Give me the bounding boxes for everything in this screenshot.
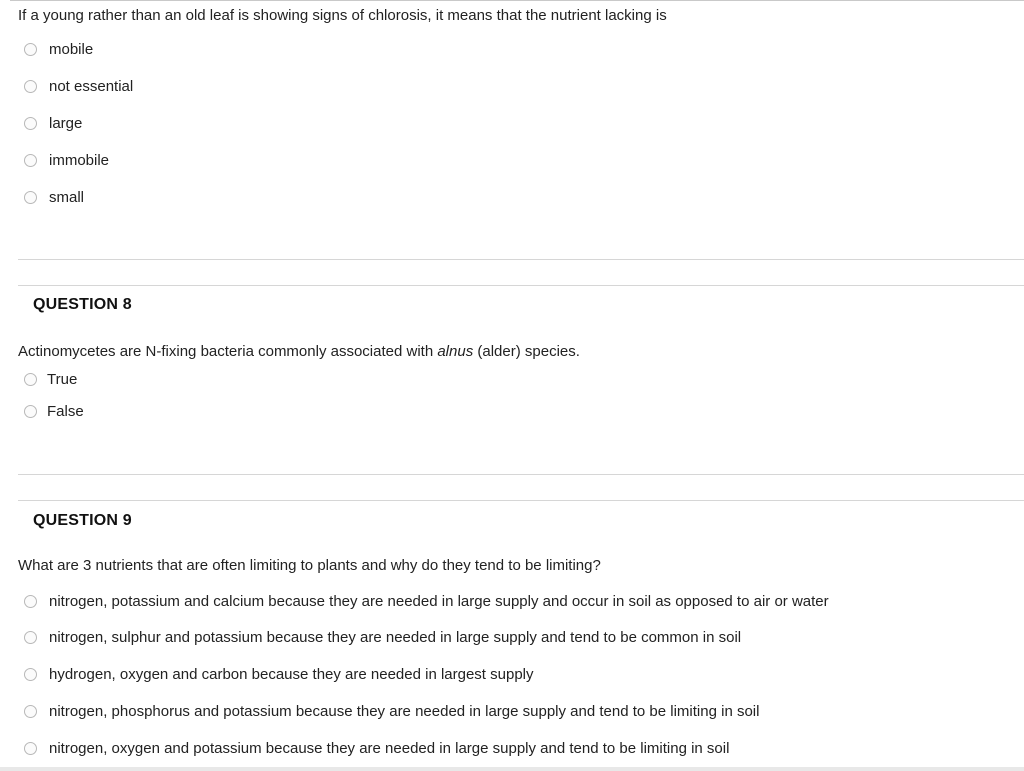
radio-button[interactable] bbox=[24, 80, 37, 93]
q9-option-1[interactable] bbox=[24, 591, 829, 611]
q7-option-label[interactable]: immobile bbox=[49, 151, 110, 169]
question-header-divider bbox=[18, 500, 1024, 501]
radio-button[interactable] bbox=[24, 373, 37, 386]
question-8-text bbox=[18, 343, 580, 360]
q7-option-not-essential[interactable] bbox=[24, 76, 133, 96]
q9-option-4[interactable] bbox=[24, 701, 759, 721]
q9-option-label[interactable]: nitrogen, sulphur and potassium because they are needed in large supply and tend to be common in soil bbox=[49, 628, 742, 646]
radio-button[interactable] bbox=[24, 742, 37, 755]
q9-option-5[interactable] bbox=[24, 738, 729, 758]
q8-option-false[interactable] bbox=[24, 401, 84, 421]
q7-option-immobile[interactable] bbox=[24, 150, 109, 170]
radio-button[interactable] bbox=[24, 154, 37, 167]
top-divider bbox=[10, 0, 1024, 1]
radio-button[interactable] bbox=[24, 668, 37, 681]
radio-button[interactable] bbox=[24, 705, 37, 718]
q7-option-small[interactable] bbox=[24, 187, 84, 207]
question-8-text-part: (alder) species. bbox=[473, 343, 580, 360]
bottom-edge bbox=[0, 767, 1024, 771]
q7-option-label[interactable]: small bbox=[49, 188, 85, 206]
radio-button[interactable] bbox=[24, 191, 37, 204]
question-8-heading: QUESTION 8 bbox=[33, 296, 132, 313]
q7-option-label[interactable]: mobile bbox=[49, 40, 94, 58]
question-9-text: What are 3 nutrients that are often limiting to plants and why do they tend to be limiting? bbox=[18, 557, 601, 574]
q9-option-2[interactable] bbox=[24, 627, 741, 647]
radio-button[interactable] bbox=[24, 405, 37, 418]
question-7-text: If a young rather than an old leaf is showing signs of chlorosis, it means that the nutrient lacking is bbox=[18, 7, 667, 24]
question-divider bbox=[18, 474, 1024, 475]
question-8-text-part: Actinomycetes are N-fixing bacteria commonly associated with bbox=[18, 343, 438, 360]
radio-button[interactable] bbox=[24, 631, 37, 644]
question-divider bbox=[18, 259, 1024, 260]
q9-option-label[interactable]: nitrogen, oxygen and potassium because they are needed in large supply and tend to be limiting in soil bbox=[49, 739, 730, 757]
q7-option-label[interactable]: large bbox=[49, 114, 83, 132]
q7-option-mobile[interactable] bbox=[24, 39, 93, 59]
q7-option-large[interactable] bbox=[24, 113, 82, 133]
question-8-italic-term: alnus bbox=[437, 343, 474, 360]
radio-button[interactable] bbox=[24, 595, 37, 608]
q9-option-label[interactable]: nitrogen, phosphorus and potassium because they are needed in large supply and tend to be limiting in soil bbox=[49, 702, 760, 720]
radio-button[interactable] bbox=[24, 43, 37, 56]
q8-option-label[interactable]: True bbox=[47, 370, 78, 388]
question-9-heading: QUESTION 9 bbox=[33, 512, 132, 529]
q9-option-3[interactable] bbox=[24, 664, 534, 684]
q8-option-label[interactable]: False bbox=[47, 402, 84, 420]
radio-button[interactable] bbox=[24, 117, 37, 130]
q7-option-label[interactable]: not essential bbox=[49, 77, 134, 95]
question-header-divider bbox=[18, 285, 1024, 286]
q9-option-label[interactable]: hydrogen, oxygen and carbon because they are needed in largest supply bbox=[49, 665, 534, 683]
q8-option-true[interactable] bbox=[24, 369, 77, 389]
q9-option-label[interactable]: nitrogen, potassium and calcium because they are needed in large supply and occur in soil as opposed to air or water bbox=[49, 592, 829, 610]
